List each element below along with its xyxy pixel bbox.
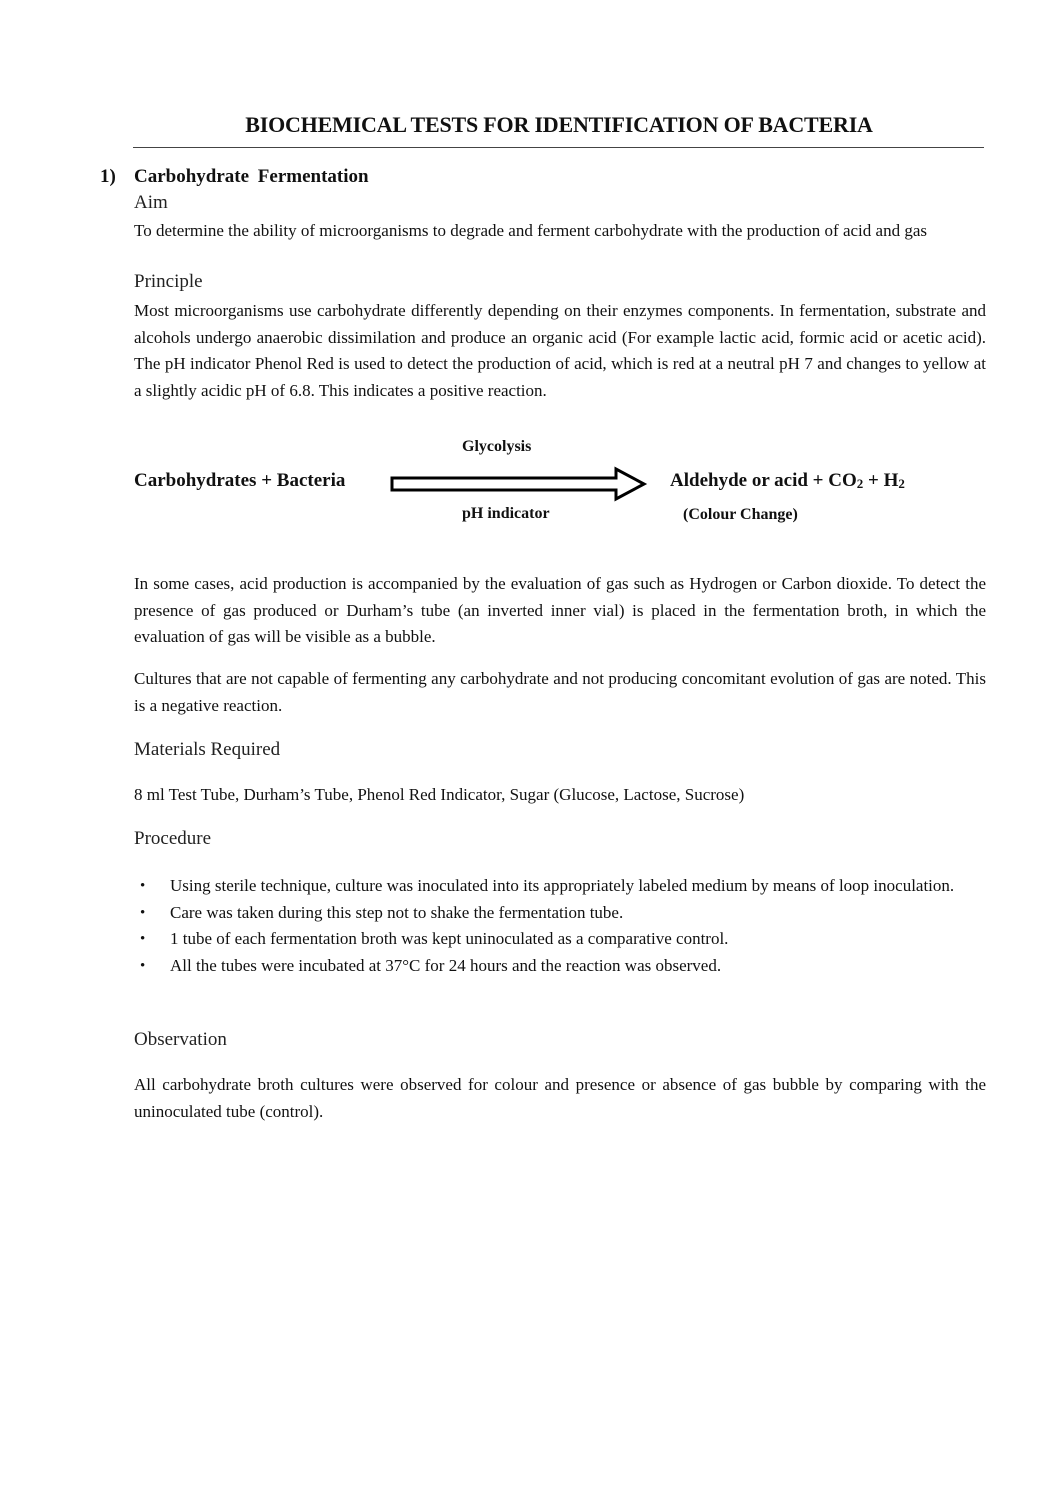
procedure-step: [134, 953, 986, 980]
aim-text: To determine the ability of microorganisms to degrade and ferment carbohydrate with the production of acid and gas: [134, 221, 927, 240]
procedure-step: [134, 926, 986, 953]
reaction-below-arrow-label: pH indicator: [462, 505, 550, 522]
materials-heading: Materials Required: [134, 739, 281, 760]
procedure-step-text: Care was taken during this step not to shake the fermentation tube.: [170, 902, 624, 922]
page-title: BIOCHEMICAL TESTS FOR IDENTIFICATION OF BACTERIA: [245, 112, 873, 137]
gas-paragraph: In some cases, acid production is accompanied by the evaluation of gas such as Hydrogen or Carbon dioxide. To detect the presence of gas produced or Durham’s tube (an inverted inner vial) is placed in the fermentation broth, in which the evaluation of gas will be visible as a bubble.: [134, 574, 986, 646]
title-rule: [133, 147, 984, 148]
principle-text: Most microorganisms use carbohydrate differently depending on their enzymes components. In fermentation, substrate and alcohols undergo anaerobic dissimilation and produce an organic acid (For example lactic acid, formic acid or acetic acid). The pH indicator Phenol Red is used to detect the production of acid, which is red at a neutral pH 7 and changes to yellow at a slightly acidic pH of 6.8. This indicates a positive reaction.: [134, 301, 986, 400]
materials-text: 8 ml Test Tube, Durham’s Tube, Phenol Red Indicator, Sugar (Glucose, Lactose, Sucrose): [134, 785, 745, 804]
procedure-step: [134, 873, 986, 900]
procedure-heading: Procedure: [134, 828, 212, 849]
reaction-products-note: (Colour Change): [683, 506, 798, 523]
observation-text: All carbohydrate broth cultures were observed for colour and presence or absence of gas bubble by comparing with the uninoculated tube (control).: [134, 1075, 986, 1121]
negative-paragraph: Cultures that are not capable of fermenting any carbohydrate and not producing concomitant evolution of gas are noted. This is a negative reaction.: [134, 669, 986, 715]
bullet-icon: •: [140, 878, 146, 894]
procedure-list: [134, 873, 986, 979]
reaction-above-arrow-label: Glycolysis: [462, 438, 532, 455]
reaction-products: [670, 470, 905, 492]
bullet-icon: •: [140, 931, 146, 947]
products-subscript-h2: 2: [898, 476, 905, 491]
products-mid: + H: [863, 470, 899, 491]
products-subscript-co2: 2: [856, 476, 864, 491]
section-title: Carbohydrate Fermentation: [134, 166, 369, 187]
products-prefix: Aldehyde or acid + CO: [670, 470, 857, 491]
bullet-icon: •: [140, 957, 146, 974]
procedure-step-text: All the tubes were incubated at 37°C for 24 hours and the reaction was observed.: [170, 955, 722, 975]
section-number: 1): [100, 166, 116, 187]
procedure-step: [134, 900, 986, 927]
reaction-reactants: Carbohydrates + Bacteria: [134, 470, 346, 491]
principle-heading: Principle: [134, 271, 203, 292]
aim-heading: Aim: [134, 192, 168, 213]
bullet-icon: •: [140, 904, 146, 921]
procedure-step-text: 1 tube of each fermentation broth was kept uninoculated as a comparative control.: [170, 929, 729, 948]
reaction-arrow-icon: [390, 466, 648, 502]
observation-heading: Observation: [134, 1029, 227, 1050]
procedure-step-text: Using sterile technique, culture was inoculated into its appropriately labeled medium by means of loop inoculation.: [170, 876, 955, 895]
